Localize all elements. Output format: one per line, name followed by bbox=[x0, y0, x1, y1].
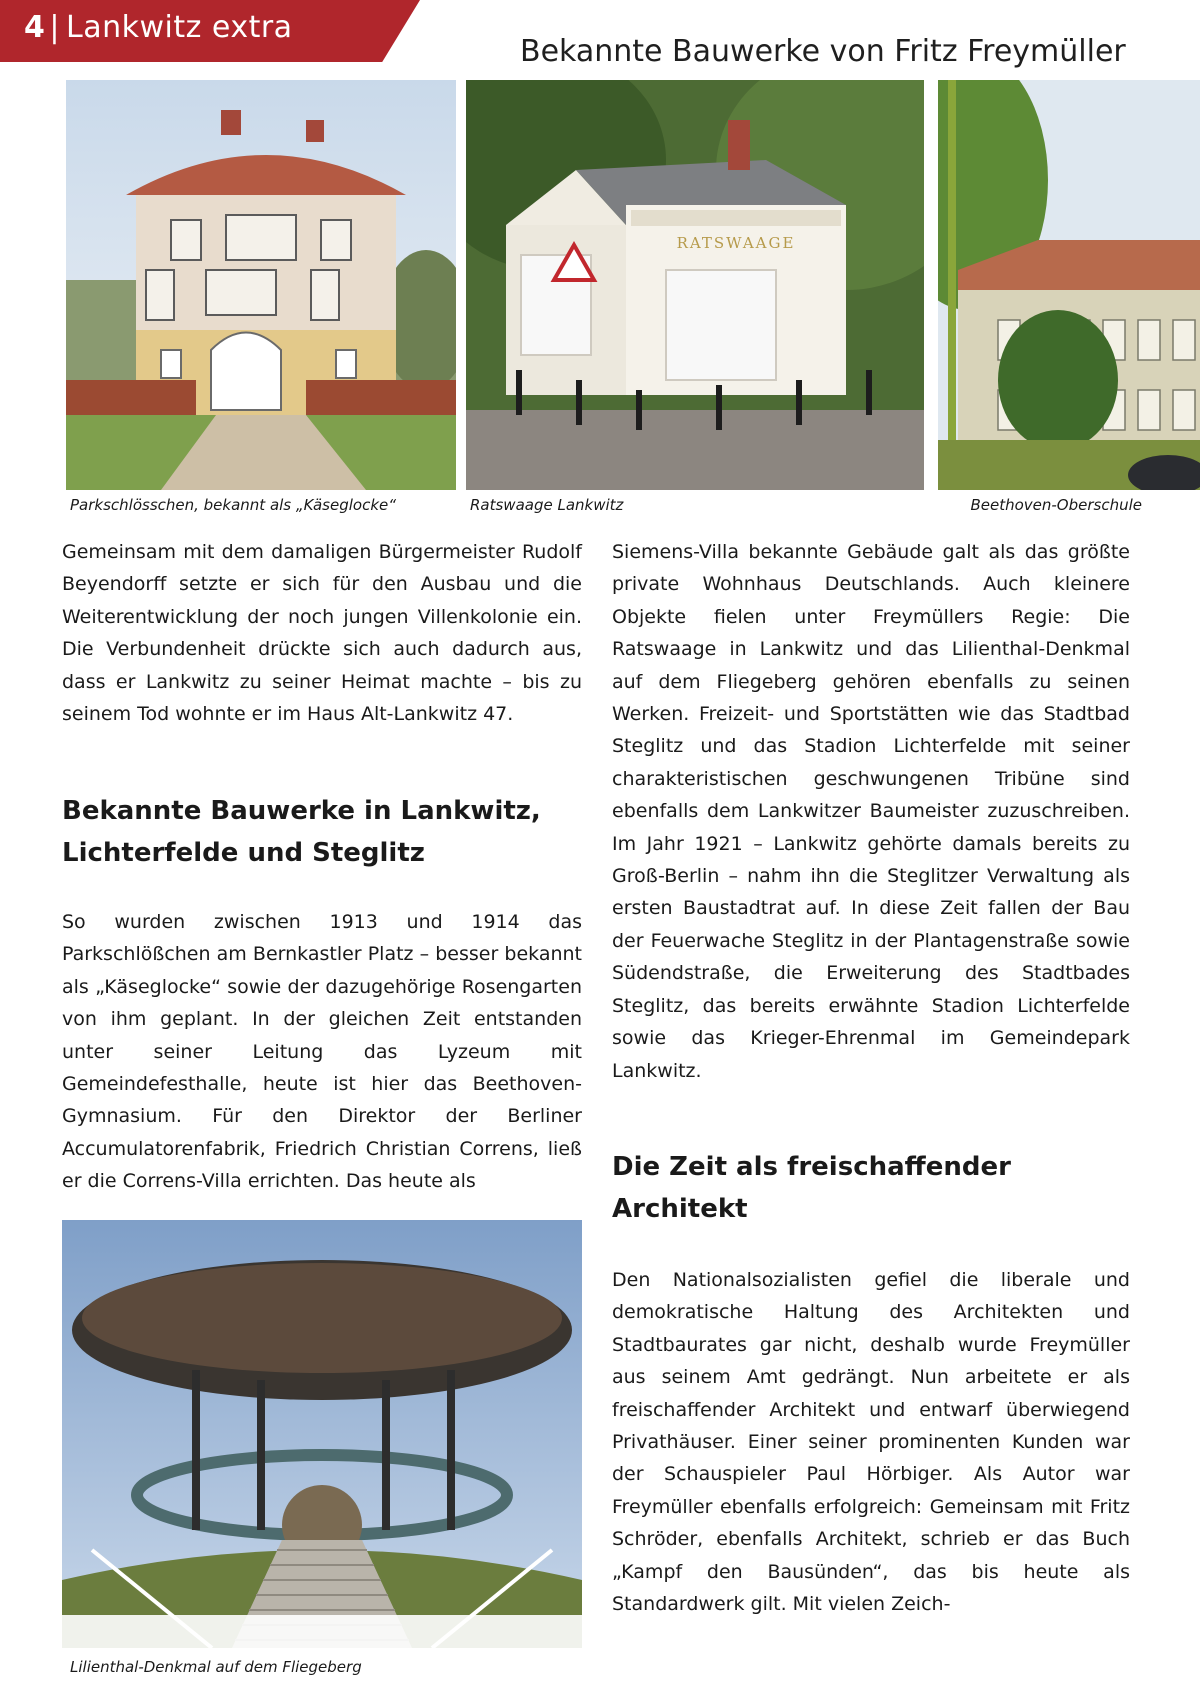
paragraph-siemens-villa: Siemens-Villa bekannte Gebäude galt als das größte private Wohnhaus Deutschlands. Auch kleinere Objekte fielen unter Freymüllers Regie: Die Ratswaage in Lankwitz und das Lilienthal-Denkmal auf dem Fliegeberg gehören ebenfalls zu seinen Werken. Freizeit- und Sportstätten wie das Stadtbad Steglitz und das Stadion Lichterfelde mit seiner charakteristischen geschwungenen Tribüne sind ebenfalls dem Lankwitzer Baumeister zuzuschreiben. Im Jahr 1921 – Lankwitz gehörte damals bereits zu Groß-Berlin – nahm ihn die Steglitzer Verwaltung als ersten Baustadtrat auf. In diese Zeit fallen der Bau der Feuerwache Steglitz in der Plantagenstraße sowie Südendstraße, die Erweiterung des Stadtbades Steglitz, das bereits erwähnte Stadion Lichterfelde sowie das Krieger-Ehrenmal im Gemeindepark Lankwitz. bbox=[612, 541, 1130, 1082]
caption-lilienthal-denkmal: Lilienthal-Denkmal auf dem Fliegeberg bbox=[70, 1658, 362, 1676]
caption-beethoven-oberschule: Beethoven-Oberschule bbox=[970, 496, 1142, 514]
supplement-title: Lankwitz extra bbox=[65, 10, 293, 45]
caption-parkschloesschen: Parkschlösschen, bekannt als „Käseglocke“ bbox=[70, 496, 397, 514]
heading-bekannte-bauwerke: Bekannte Bauwerke in Lankwitz, Lichterfelde und Steglitz bbox=[62, 796, 541, 868]
intro-paragraph: Gemeinsam mit dem damaligen Bürgermeister Rudolf Beyendorff setzte er sich für den Ausbau und die Weiterentwicklung der noch jungen Villenkolonie ein. Die Verbundenheit drückte sich auch dadurch aus, dass er Lankwitz zu seiner Heimat machte – bis zu seinem Tod wohnte er im Haus Alt-Lankwitz 47. bbox=[62, 541, 582, 726]
section-title: Bekannte Bauwerke von Fritz Freymüller bbox=[520, 34, 1126, 69]
header-separator: | bbox=[49, 10, 60, 45]
heading-freischaffender-architekt: Die Zeit als freischaffender Architekt bbox=[612, 1152, 1011, 1224]
ratswaage-sign: RATSWAAGE bbox=[676, 234, 796, 252]
page-header-label bbox=[24, 10, 293, 45]
paragraph-freischaffender-architekt: Den Nationalsozialisten gefiel die liberale und demokratische Haltung des Architekten und Stadtbaurates gar nicht, deshalb wurde Freymüller aus seinem Amt gedrängt. Nun arbeitete er als freischaffender Architekt und entwarf überwiegend Privathäuser. Einer seiner prominenten Kunden war der Schauspieler Paul Hörbiger. Als Autor war Freymüller ebenfalls erfolgreich: Gemeinsam mit Fritz Schröder, ebenfalls Architekt, schrieb er das Buch „Kampf den Bausünden“, das bis heute als Standardwerk gilt. Mit vielen Zeich- bbox=[612, 1269, 1130, 1616]
paragraph-bauwerke: So wurden zwischen 1913 und 1914 das Parkschlößchen am Bernkastler Platz – besser bekannt als „Käseglocke“ sowie der dazugehörige Rosengarten von ihm geplant. In der gleichen Zeit entstanden unter seiner Leitung das Lyzeum mit Gemeindefesthalle, heute ist hier das Beethoven-Gymnasium. Für den Direktor der Berliner Accumulatorenfabrik, Friedrich Christian Correns, ließ er die Correns-Villa errichten. Das heute als bbox=[62, 911, 582, 1193]
caption-ratswaage: Ratswaage Lankwitz bbox=[470, 496, 624, 514]
photo-ratswaage bbox=[466, 80, 924, 490]
photo-parkschloesschen bbox=[66, 80, 456, 490]
page-number: 4 bbox=[24, 10, 46, 45]
photo-lilienthal-denkmal bbox=[62, 1220, 582, 1648]
photo-beethoven-oberschule bbox=[938, 80, 1200, 490]
